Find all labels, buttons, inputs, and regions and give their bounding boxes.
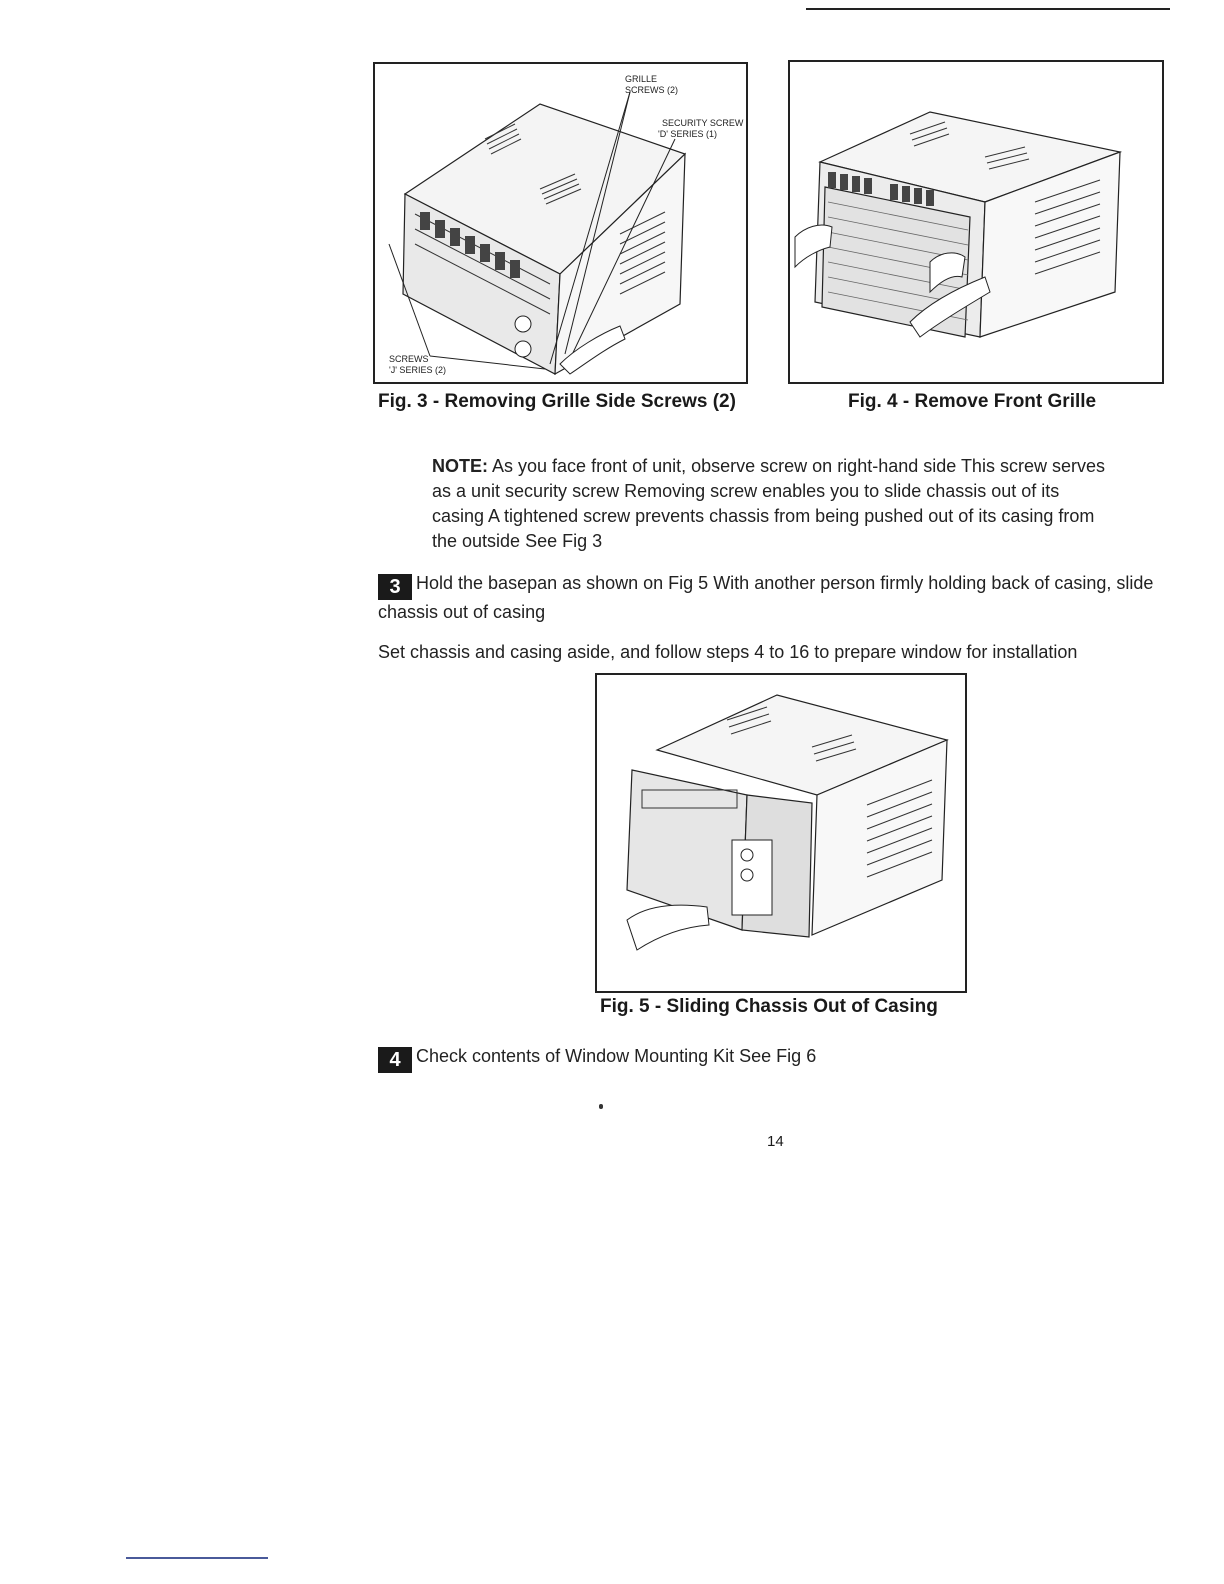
header-rule <box>806 8 1170 10</box>
figure-4 <box>788 60 1164 384</box>
fig3-illustration <box>375 64 746 382</box>
note-text: As you face front of unit, observe screw on right-hand side This screw serves as a unit security screw Removing screw enables you to slide chassis out of its casing A tightened screw prevents chassis from being pushed out of its casing from the outside See Fig 3 <box>432 456 1105 551</box>
note-paragraph <box>432 454 1112 554</box>
figure-3 <box>373 62 748 384</box>
fig4-illustration <box>790 62 1162 382</box>
security-screw-label-line1: SECURITY SCREW <box>662 118 744 128</box>
fig4-caption: Fig. 4 - Remove Front Grille <box>848 391 1097 412</box>
step-4 <box>378 1044 1168 1073</box>
security-screw-label-line2: 'D' SERIES (1) <box>658 129 717 139</box>
set-aside-paragraph: Set chassis and casing aside, and follow steps 4 to 16 to prepare window for installation <box>378 642 1078 662</box>
page-number: 14 <box>767 1133 784 1150</box>
note-label: NOTE: <box>432 456 488 476</box>
step-4-text: Check contents of Window Mounting Kit See Fig 6 <box>416 1046 817 1066</box>
side-screws-label-line2: 'J' SERIES (2) <box>389 365 446 375</box>
fig5-caption: Fig. 5 - Sliding Chassis Out of Casing <box>600 996 938 1017</box>
step-3-badge: 3 <box>378 574 412 600</box>
figure-5 <box>595 673 967 993</box>
stray-mark <box>599 1104 603 1109</box>
fig5-illustration <box>597 675 965 991</box>
fig3-caption: Fig. 3 - Removing Grille Side Screws (2) <box>378 391 736 412</box>
step-3 <box>378 571 1168 625</box>
grille-screws-label-line1: GRILLE <box>625 74 658 84</box>
grille-screws-label-line2: SCREWS (2) <box>625 85 679 95</box>
step-3-text: Hold the basepan as shown on Fig 5 With another person firmly holding back of casing, slide chassis out of casing <box>378 573 1154 622</box>
side-screws-label-line1: SCREWS <box>389 354 429 364</box>
step-4-badge: 4 <box>378 1047 412 1073</box>
footer-rule <box>126 1557 268 1559</box>
